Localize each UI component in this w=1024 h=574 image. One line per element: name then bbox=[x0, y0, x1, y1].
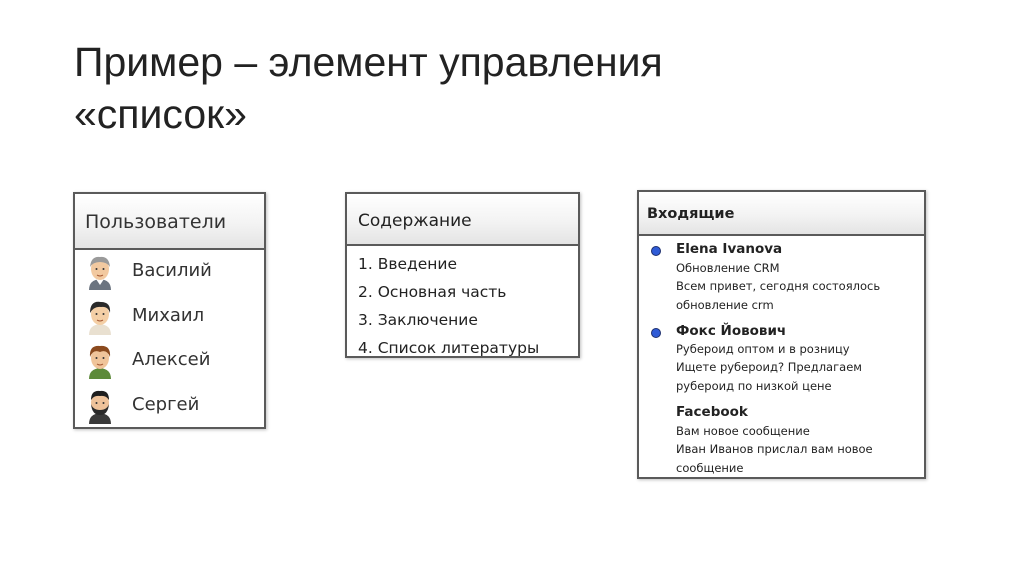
message-subject: Обновление CRM bbox=[676, 261, 780, 275]
message-sender: Facebook bbox=[676, 404, 748, 420]
contents-list bbox=[345, 192, 580, 358]
message-item[interactable] bbox=[639, 241, 924, 317]
message-sender: Elena Ivanova bbox=[676, 241, 783, 257]
message-item[interactable] bbox=[639, 404, 924, 480]
list-item[interactable]: 3. Заключение bbox=[358, 311, 478, 329]
message-preview: обновление crm bbox=[676, 298, 774, 312]
users-list-header bbox=[75, 194, 264, 250]
avatar-beard-icon bbox=[83, 388, 117, 424]
list-item[interactable]: 2. Основная часть bbox=[358, 283, 507, 301]
user-name: Михаил bbox=[132, 304, 205, 326]
unread-dot-icon bbox=[651, 246, 661, 256]
message-item[interactable] bbox=[639, 323, 924, 399]
user-item-sergey[interactable] bbox=[75, 384, 264, 429]
user-item-vasily[interactable] bbox=[75, 250, 264, 295]
user-item-aleksey[interactable] bbox=[75, 339, 264, 384]
user-name: Сергей bbox=[132, 393, 200, 415]
avatar-dark-hair-icon bbox=[83, 299, 117, 335]
list-item[interactable]: 4. Список литературы bbox=[358, 339, 540, 357]
inbox-list-header bbox=[639, 192, 924, 236]
user-name: Алексей bbox=[132, 349, 211, 370]
slide-title bbox=[74, 36, 834, 140]
message-preview: Иван Иванов прислал вам новое bbox=[676, 442, 873, 456]
contents-list-title: Содержание bbox=[358, 211, 472, 231]
user-item-mikhail[interactable] bbox=[75, 295, 264, 340]
message-subject: Рубероид оптом и в розницу bbox=[676, 342, 850, 356]
message-sender: Фокс Йовович bbox=[676, 323, 787, 339]
contents-list-header bbox=[347, 194, 578, 246]
list-item[interactable]: 1. Введение bbox=[358, 255, 458, 273]
inbox-list-title: Входящие bbox=[647, 206, 735, 222]
user-name: Василий bbox=[132, 260, 212, 281]
users-list bbox=[73, 192, 266, 429]
inbox-list bbox=[637, 190, 926, 479]
contents-items bbox=[347, 246, 578, 362]
avatar-grey-hair-icon bbox=[83, 254, 117, 290]
message-preview: рубероид по низкой цене bbox=[676, 379, 832, 393]
message-subject: Вам новое сообщение bbox=[676, 424, 810, 438]
users-list-title: Пользователи bbox=[85, 211, 227, 233]
unread-dot-icon bbox=[651, 328, 661, 338]
message-preview: Ищете рубероид? Предлагаем bbox=[676, 360, 862, 374]
message-preview: Всем привет, сегодня состоялось bbox=[676, 279, 881, 293]
slide-title-line-1: Пример – элемент управления bbox=[74, 39, 663, 85]
slide-title-line-2: «список» bbox=[74, 91, 247, 137]
message-preview: сообщение bbox=[676, 461, 744, 475]
avatar-brown-hair-icon bbox=[83, 343, 117, 379]
